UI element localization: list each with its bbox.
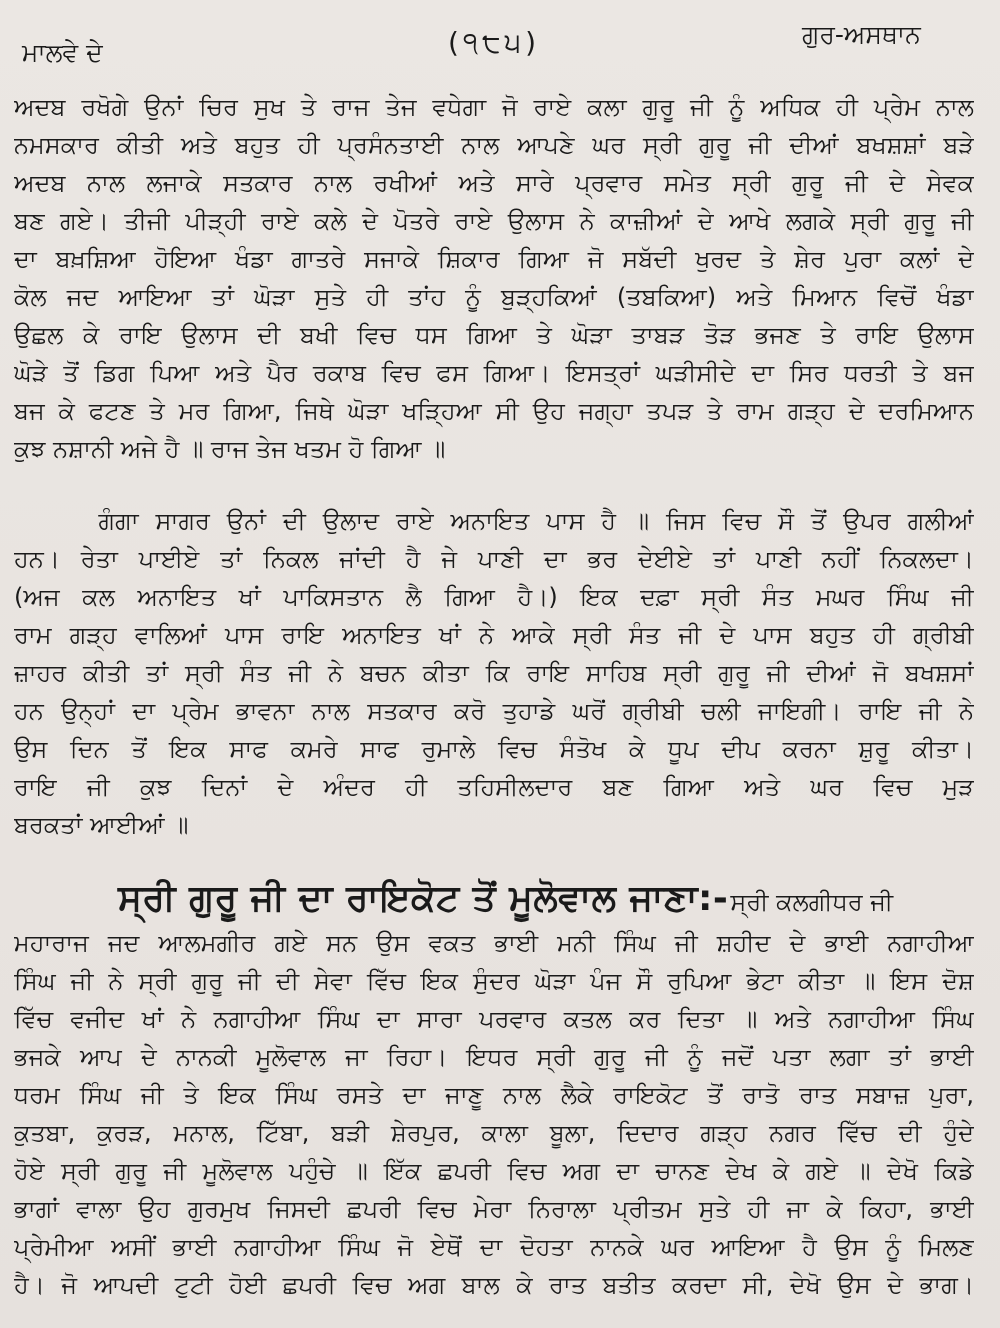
text-line: ਹਨ ਉਨ੍ਹਾਂ ਦਾ ਪ੍ਰੇਮ ਭਾਵਨਾ ਨਾਲ ਸਤਕਾਰ ਕਰੋ ਤੁਹਾਡੇ ਘਰੋਂ ਗ੍ਰੀਬੀ ਚਲੀ ਜਾਇਗੀ। ਰਾਇ ਜੀ ਨੇ <box>14 697 974 725</box>
text-line: ਕੋਲ ਜਦ ਆਇਆ ਤਾਂ ਘੋੜਾ ਸੁਤੇ ਹੀ ਤਾਂਹ ਨੂੰ ਬੁੜ੍ਹਕਿਆਂ (ਤਬਕਿਆ) ਅਤੇ ਮਿਆਨ ਵਿਚੋਂ ਖੰਡਾ <box>14 283 974 311</box>
text-line: ਪ੍ਰੇਮੀਆ ਅਸੀਂ ਭਾਈ ਨਗਾਹੀਆ ਸਿੰਘ ਜੋ ਏਥੋਂ ਦਾ ਦੋਹਤਾ ਨਾਨਕੇ ਘਰ ਆਇਆ ਹੈ ਉਸ ਨੂੰ ਮਿਲਣ <box>14 1233 974 1261</box>
running-header-right: ਗੁਰ-ਅਸਥਾਨ <box>802 20 921 49</box>
text-line: ਦਾ ਬਖ਼ਸ਼ਿਆ ਹੋਇਆ ਖੰਡਾ ਗਾਤਰੇ ਸਜਾਕੇ ਸ਼ਿਕਾਰ ਗਿਆ ਜੋ ਸਬੱਦੀ ਖੁਰਦ ਤੇ ਸ਼ੇਰ ਪੁਰਾ ਕਲਾਂ ਦੇ <box>14 245 974 273</box>
text-line: ਹੈ। ਜੋ ਆਪਦੀ ਟੁਟੀ ਹੋਈ ਛਪਰੀ ਵਿਚ ਅਗ ਬਾਲ ਕੇ ਰਾਤ ਬਤੀਤ ਕਰਦਾ ਸੀ, ਦੇਖੋ ਉਸ ਦੇ ਭਾਗ। <box>14 1271 974 1299</box>
text-line: ਕੁਝ ਨਸ਼ਾਨੀ ਅਜੇ ਹੈ ॥ ਰਾਜ ਤੇਜ ਖਤਮ ਹੋ ਗਿਆ ॥ <box>14 435 446 463</box>
page-number: (੧੮੫) <box>448 26 541 59</box>
section-heading-continuation: ਸ੍ਰੀ ਕਲਗੀਧਰ ਜੀ <box>730 888 894 916</box>
section-heading: ਸ੍ਰੀ ਗੁਰੂ ਜੀ ਦਾ ਰਾਇਕੋਟ ਤੋਂ ਮੂਲੋਵਾਲ ਜਾਣਾ:- <box>118 878 729 919</box>
text-line: ਹਨ। ਰੇਤਾ ਪਾਈਏ ਤਾਂ ਨਿਕਲ ਜਾਂਦੀ ਹੈ ਜੇ ਪਾਣੀ ਦਾ ਭਰ ਦੇਈਏ ਤਾਂ ਪਾਣੀ ਨਹੀਂ ਨਿਕਲਦਾ। <box>14 545 974 573</box>
text-line: ਬਰਕਤਾਂ ਆਈਆਂ ॥ <box>14 811 189 839</box>
running-header-left: ਮਾਲਵੇ ਦੇ <box>22 38 103 67</box>
text-line: (ਅਜ ਕਲ ਅਨਾਇਤ ਖਾਂ ਪਾਕਿਸਤਾਨ ਲੈ ਗਿਆ ਹੈ।) ਇਕ ਦਫ਼ਾ ਸ੍ਰੀ ਸੰਤ ਮਘਰ ਸਿੰਘ ਜੀ <box>14 583 974 611</box>
text-line: ਗੰਗਾ ਸਾਗਰ ਉਨਾਂ ਦੀ ਉਲਾਦ ਰਾਏ ਅਨਾਇਤ ਪਾਸ ਹੈ ॥ ਜਿਸ ਵਿਚ ਸੌ ਤੋਂ ਉਪਰ ਗਲੀਆਂ <box>14 507 974 535</box>
text-line: ਬਜ ਕੇ ਫਟਣ ਤੇ ਮਰ ਗਿਆ, ਜਿਥੇ ਘੋੜਾ ਖੜ੍ਹਿਆ ਸੀ ਉਹ ਜਗ੍ਹਾ ਤਪੜ ਤੇ ਰਾਮ ਗੜ੍ਹ ਦੇ ਦਰਮਿਆਨ <box>14 397 974 425</box>
text-line: ਮਹਾਰਾਜ ਜਦ ਆਲਮਗੀਰ ਗਏ ਸਨ ਉਸ ਵਕਤ ਭਾਈ ਮਨੀ ਸਿੰਘ ਜੀ ਸ਼ਹੀਦ ਦੇ ਭਾਈ ਨਗਾਹੀਆ <box>14 929 974 957</box>
text-line: ਵਿੱਚ ਵਜੀਦ ਖਾਂ ਨੇ ਨਗਾਹੀਆ ਸਿੰਘ ਦਾ ਸਾਰਾ ਪਰਵਾਰ ਕਤਲ ਕਰ ਦਿਤਾ ॥ ਅਤੇ ਨਗਾਹੀਆ ਸਿੰਘ <box>14 1005 974 1033</box>
text-line: ਕੁਤਬਾ, ਕੁਰੜ, ਮਨਾਲ, ਟਿੱਬਾ, ਬੜੀ ਸ਼ੇਰਪੁਰ, ਕਾਲਾ ਬੂਲਾ, ਦਿਦਾਰ ਗੜ੍ਹ ਨਗਰ ਵਿੱਚ ਦੀ ਹੁੰਦੇ <box>14 1119 974 1147</box>
paragraph-2 <box>14 502 974 844</box>
text-line: ਬਣ ਗਏ। ਤੀਜੀ ਪੀੜ੍ਹੀ ਰਾਏ ਕਲੇ ਦੇ ਪੋਤਰੇ ਰਾਏ ਉਲਾਸ ਨੇ ਕਾਜ਼ੀਆਂ ਦੇ ਆਖੇ ਲਗਕੇ ਸ੍ਰੀ ਗੁਰੂ ਜੀ <box>14 207 974 235</box>
text-line: ਅਦਬ ਰਖੋਗੇ ਉਨਾਂ ਚਿਰ ਸੁਖ ਤੇ ਰਾਜ ਤੇਜ ਵਧੇਗਾ ਜੋ ਰਾਏ ਕਲਾ ਗੁਰੂ ਜੀ ਨੂੰ ਅਧਿਕ ਹੀ ਪ੍ਰੇਮ ਨਾਲ <box>14 93 974 121</box>
text-line: ਜ਼ਾਹਰ ਕੀਤੀ ਤਾਂ ਸ੍ਰੀ ਸੰਤ ਜੀ ਨੇ ਬਚਨ ਕੀਤਾ ਕਿ ਰਾਇ ਸਾਹਿਬ ਸ੍ਰੀ ਗੁਰੂ ਜੀ ਦੀਆਂ ਜੋ ਬਖਸ਼ਸਾਂ <box>14 659 974 687</box>
text-line: ਸਿੰਘ ਜੀ ਨੇ ਸ੍ਰੀ ਗੁਰੂ ਜੀ ਦੀ ਸੇਵਾ ਵਿੱਚ ਇਕ ਸੁੰਦਰ ਘੋੜਾ ਪੰਜ ਸੌ ਰੁਪਿਆ ਭੇਟਾ ਕੀਤਾ ॥ ਇਸ ਦੋਸ਼ <box>14 967 974 995</box>
text-line: ਰਾਇ ਜੀ ਕੁਝ ਦਿਨਾਂ ਦੇ ਅੰਦਰ ਹੀ ਤਹਿਸੀਲਦਾਰ ਬਣ ਗਿਆ ਅਤੇ ਘਰ ਵਿਚ ਮੁੜ <box>14 773 974 801</box>
text-line: ਰਾਮ ਗੜ੍ਹ ਵਾਲਿਆਂ ਪਾਸ ਰਾਇ ਅਨਾਇਤ ਖਾਂ ਨੇ ਆਕੇ ਸ੍ਰੀ ਸੰਤ ਜੀ ਦੇ ਪਾਸ ਬਹੁਤ ਹੀ ਗ੍ਰੀਬੀ <box>14 621 974 649</box>
text-line: ਉਛਲ ਕੇ ਰਾਇ ਉਲਾਸ ਦੀ ਬਖੀ ਵਿਚ ਧਸ ਗਿਆ ਤੇ ਘੋੜਾ ਤਾਬੜ ਤੋੜ ਭਜਣ ਤੇ ਰਾਇ ਉਲਾਸ <box>14 321 974 349</box>
text-line: ਧਰਮ ਸਿੰਘ ਜੀ ਤੇ ਇਕ ਸਿੰਘ ਰਸਤੇ ਦਾ ਜਾਣੂ ਨਾਲ ਲੈਕੇ ਰਾਇਕੋਟ ਤੋਂ ਰਾਤੋ ਰਾਤ ਸਬਾਜ਼ ਪੁਰਾ, <box>14 1081 974 1109</box>
section-paragraph <box>14 874 974 1304</box>
text-line: ਅਦਬ ਨਾਲ ਲਜਾਕੇ ਸਤਕਾਰ ਨਾਲ ਰਖੀਆਂ ਅਤੇ ਸਾਰੇ ਪ੍ਰਵਾਰ ਸਮੇਤ ਸ੍ਰੀ ਗੁਰੂ ਜੀ ਦੇ ਸੇਵਕ <box>14 169 974 197</box>
text-line: ਭਾਗਾਂ ਵਾਲਾ ਉਹ ਗੁਰਮੁਖ ਜਿਸਦੀ ਛਪਰੀ ਵਿਚ ਮੇਰਾ ਨਿਰਾਲਾ ਪ੍ਰੀਤਮ ਸੁਤੇ ਹੀ ਜਾ ਕੇ ਕਿਹਾ, ਭਾਈ <box>14 1195 974 1223</box>
text-line: ਹੋਏ ਸ੍ਰੀ ਗੁਰੂ ਜੀ ਮੂਲੋਵਾਲ ਪਹੁੰਚੇ ॥ ਇੱਕ ਛਪਰੀ ਵਿਚ ਅਗ ਦਾ ਚਾਨਣ ਦੇਖ ਕੇ ਗਏ ॥ ਦੇਖੋ ਕਿਡੇ <box>14 1157 974 1185</box>
text-line: ਨਮਸਕਾਰ ਕੀਤੀ ਅਤੇ ਬਹੁਤ ਹੀ ਪ੍ਰਸੰਨਤਾਈ ਨਾਲ ਆਪਣੇ ਘਰ ਸ੍ਰੀ ਗੁਰੂ ਜੀ ਦੀਆਂ ਬਖਸ਼ਸ਼ਾਂ ਬੜੇ <box>14 131 974 159</box>
text-line: ਭਜਕੇ ਆਪ ਦੇ ਨਾਨਕੀ ਮੂਲੋਵਾਲ ਜਾ ਰਿਹਾ। ਇਧਰ ਸ੍ਰੀ ਗੁਰੂ ਜੀ ਨੂੰ ਜਦੋਂ ਪਤਾ ਲਗਾ ਤਾਂ ਭਾਈ <box>14 1043 974 1071</box>
section-heading-line <box>14 874 974 924</box>
text-line: ਘੋੜੇ ਤੋਂ ਡਿਗ ਪਿਆ ਅਤੇ ਪੈਰ ਰਕਾਬ ਵਿਚ ਫਸ ਗਿਆ। ਇਸਤ੍ਰਾਂ ਘੜੀਸੀਦੇ ਦਾ ਸਿਰ ਧਰਤੀ ਤੇ ਬਜ <box>14 359 974 387</box>
paragraph-1 <box>14 88 974 468</box>
text-line: ਉਸ ਦਿਨ ਤੋਂ ਇਕ ਸਾਫ ਕਮਰੇ ਸਾਫ ਰੁਮਾਲੇ ਵਿਚ ਸੰਤੋਖ ਕੇ ਧੂਪ ਦੀਪ ਕਰਨਾ ਸ਼ੁਰੂ ਕੀਤਾ। <box>14 735 974 763</box>
